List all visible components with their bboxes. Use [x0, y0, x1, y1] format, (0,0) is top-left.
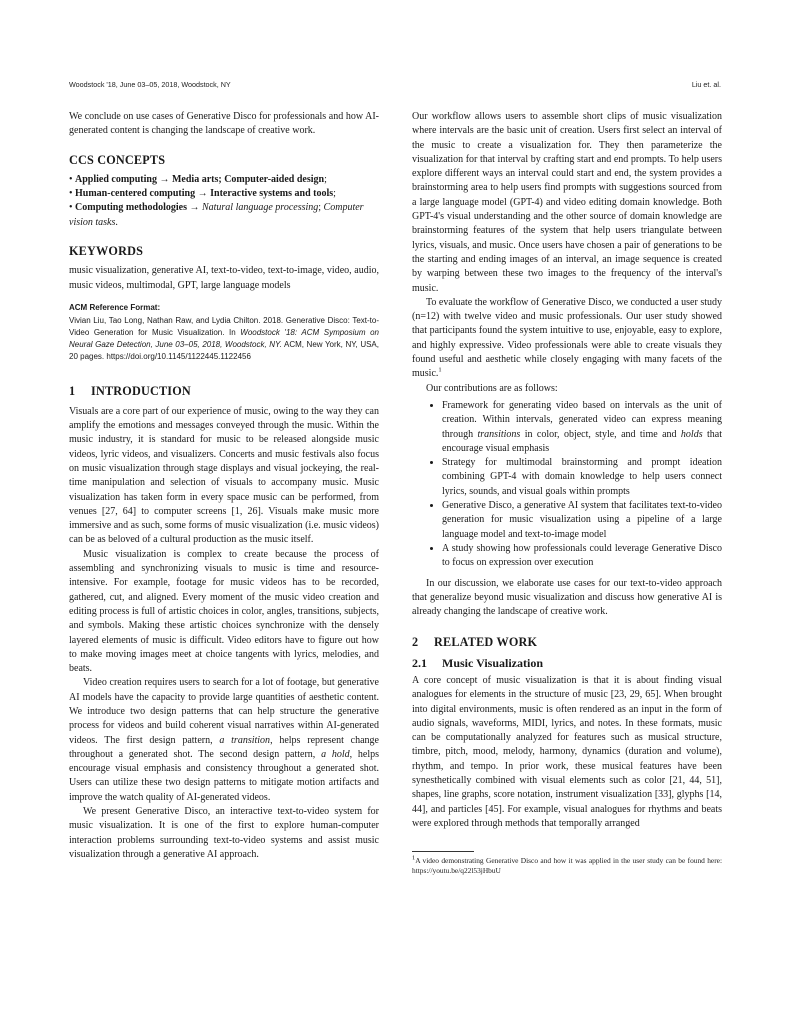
section-related-work-heading: 2 RELATED WORK — [412, 635, 538, 650]
abstract-conclusion: We conclude on use cases of Generative Disco for professionals and how AI-generated content is changing the landscape of creative work. — [69, 111, 379, 137]
related-work-paragraph: A core concept of music visualization is that it is about finding visual analogues for elements in the structure of music [23, 29, 65]. When brought into digital environments, music is often rendered as an input in the form of audio signals, waveforms, MIDI, lyrics, and notes. In these formats, music can be computationally analyzed for features such as musical structure, timbre, pitch, mood, melody, harmony, dynamics (duration and volume), rhythm, and tempo. In prior work, these musical features have been synesthetically combined with visual elements such as color [21, 44, 51], shapes, line graphs, score notation, instrument visualization [33], glyphs [14, 44], and particles [45]. For example, visual analogues for rhythms and beats were explored through methods that temporally arranged — [412, 674, 722, 829]
footnote: $^1$A video demonstrating Generative Disco and how it was applied in the user study can be found here: https://youtu.be/q22l53jHbuU — [412, 854, 722, 876]
ccs-concept-1: • Applied computing → Media arts; Computer-aided design; — [69, 173, 327, 185]
workflow-paragraph: Our workflow allows users to assemble short clips of music visualization where intervals are the basic unit of creation. Users first select an interval of the music to create a visualization for. They then parameterize the visualization for that interval by crafting start and end prompts. To help users explore different ways an interval could start and end, the system provides a brainstorming area to help users find prompts with suggestions sourced from a large language model (GPT-4) and video editing domain knowledge. Both GPT-4's visual understanding and the other source of domain knowledge are brainstorming features of the system that help users triangulate between lyrics, visuals, and music. Once users have chosen a pair of generations to be the starting and ending images of an interval, an image sequence is created by warping between these two images to the frequency of the interval's music. — [412, 111, 722, 294]
section-introduction-heading: 1 INTRODUCTION — [69, 384, 191, 399]
discussion-paragraph: In our discussion, we elaborate use cases for our text-to-video approach that generalize beyond music visualization and discuss how generative AI is already changing the landscape of creative work. — [412, 577, 722, 618]
running-header-right: Liu et. al. — [691, 80, 721, 89]
ccs-concept-3: • Computing methodologies → Natural language processing; Computer vision tasks. — [69, 202, 364, 228]
right-column — [412, 110, 722, 877]
intro-paragraph-1: Visuals are a core part of our experience of music, owing to the way they can amplify the emotions and messages conveyed through the music. Within the music industry, it is standard for music to be released alongside music videos, lyric videos, and visualizers. Concerts and music festivals also focus on music visualization through stage displays and visual jockeying, the real-time manipulation and selection of visuals to accompany music. Music visualization has taken form in every space music can be performed, from venues [27, 64] to computer screens [1, 26]. Visuals make music more immersive and as such, some forms of music visualization (i.e. music videos) can be as beloved of a cultural production as the music itself. — [69, 405, 379, 546]
running-header-left: Woodstock '18, June 03–05, 2018, Woodstock, NY — [69, 80, 231, 89]
intro-paragraph-3: Video creation requires users to search for a lot of footage, but generative AI models have the capacity to provide large quantities of aesthetic content. We introduce two design patterns that can help structure the generative process for videos and build coherent visual narratives within AI-generated videos. The first design pattern, a transition, helps represent change throughout a generated shot. The second design pattern, a hold, helps encourage visual emphasis and consistency throughout a generated shot. Users can utilize these two design patterns to mitigate motion artifacts and improve the watch quality of AI-generated videos. — [69, 677, 380, 803]
keywords-heading: KEYWORDS — [69, 244, 144, 259]
contribution-item: • Strategy for multimodal brainstorming and prompt ideation combining GPT-4 with domain knowledge to help users connect lyrics, sounds, and visual goals within prompts — [442, 456, 722, 499]
contributions-intro: Our contributions are as follows: — [426, 382, 558, 394]
contribution-item: • Generative Disco, a generative AI system that facilitates text-to-video generation for music visualization using a pipeline of a large language model and text-to-image model — [442, 499, 722, 542]
subsection-music-visualization-heading: 2.1 Music Visualization — [412, 655, 544, 670]
ccs-concept-2: • Human-centered computing → Interactive systems and tools; — [69, 188, 336, 200]
intro-paragraph-2: Music visualization is complex to create because the process of assembling and synchronizing visuals to music is time and resource-intensive. For example, footage for music videos has to be recorded, gathered, cut, and aligned. Every moment of the music video creation and editing process is full of artistic choices in color, angles, transitions, subjects, and symbols. Making these artistic choices synchronize with the densely layered elements of music is difficult. Video editors have to figure out how to make moving images meet at choice tangents with lyrics, melodies, and beats. — [69, 548, 379, 675]
contributions-list — [412, 399, 722, 571]
acm-reference-heading: ACM Reference Format: — [69, 302, 161, 312]
contribution-item: • Framework for generating video based on intervals as the unit of creation. Within intervals, generated video can express meaning through transitions in color, object, style, and time and holds that encourage visual emphasis — [442, 399, 722, 456]
intro-paragraph-4: We present Generative Disco, an interactive text-to-video system for music visualization. It is one of the first to explore human-computer interaction problems surrounding text-to-video systems and assist music visualization through a generative AI approach. — [69, 806, 379, 860]
left-column — [69, 110, 379, 862]
keywords-text: music visualization, generative AI, text-to-video, text-to-image, video, audio, music videos, multimodal, GPT, large language models — [69, 265, 379, 291]
evaluation-paragraph: To evaluate the workflow of Generative Disco, we conducted a user study (n=12) with twelve video and music professionals. Our user study showed that participants found the system intuitive to use, enjoyable, easy to explore, and highly expressive. Video professionals were able to create visuals they found useful and aesthetic while closely engaging with many facets of the music.$^1$ — [412, 296, 722, 380]
footnote-mark: 1 — [438, 367, 442, 375]
ccs-heading: CCS CONCEPTS — [69, 152, 166, 167]
footnote-rule — [412, 851, 474, 852]
contribution-item: • A study showing how professionals could leverage Generative Disco to focus on expression over execution — [442, 542, 722, 571]
acm-reference-text: Vivian Liu, Tao Long, Nathan Raw, and Lydia Chilton. 2018. Generative Disco: Text-to-Video Generation for Music Visualization. In Woodstock '18: ACM Symposium on Neural Gaze Detection, June 03–05, 2018, Woodstock, NY. ACM, New York, NY, USA, 20 pages. https://doi.org/10.1145/1122445.1122456 — [69, 316, 379, 361]
